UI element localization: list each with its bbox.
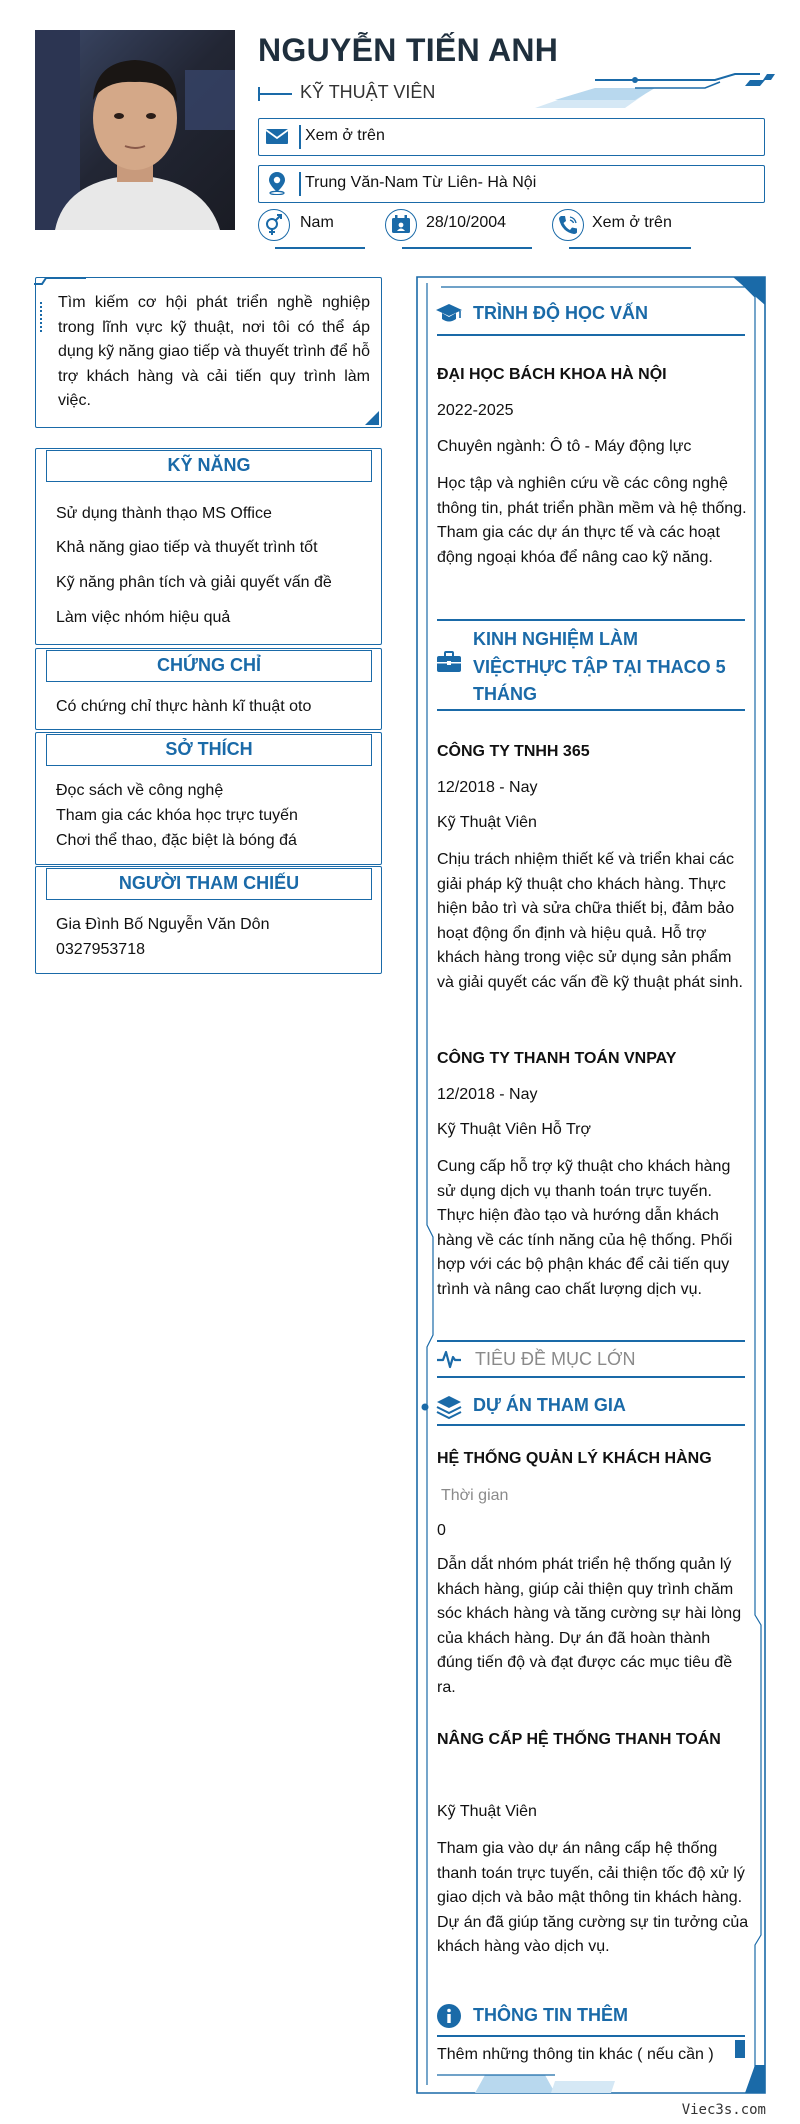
header-decoration (535, 70, 775, 114)
placeholder-heading: TIÊU ĐỀ MỤC LỚN (475, 1349, 636, 1369)
job-description: Chịu trách nhiệm thiết kế và triển khai các giải pháp kỹ thuật cho khách hàng. Thực hiện bảo trì và sửa chữa thiết bị, đảm bảo hoạt động ổn định và hiệu quả. Hỗ trợ khách hàng trong việc sử dụng sản phẩm và giải quyết các vấn đề kỹ thuật phát sinh. (437, 851, 743, 991)
hobby-item: Chơi thể thao, đặc biệt là bóng đá (56, 832, 297, 849)
calendar-icon (387, 211, 415, 239)
skill-item: Sử dụng thành thạo MS Office (56, 505, 272, 522)
briefcase-icon (436, 650, 462, 674)
activity-icon (436, 1349, 462, 1369)
education-school: ĐẠI HỌC BÁCH KHOA HÀ NỘI (437, 366, 667, 383)
experience-heading: KINH NGHIỆM LÀM VIỆCTHỰC TẬP TẠI THACO 5 THÁNG (473, 629, 726, 704)
education-period: 2022-2025 (437, 402, 514, 419)
job-period: 12/2018 - Nay (437, 1086, 538, 1103)
phone-value: Xem ở trên (592, 214, 672, 231)
phone-icon-circle (552, 209, 584, 241)
project-value: 0 (437, 1522, 446, 1539)
project-role: Kỹ Thuật Viên (437, 1803, 537, 1820)
phone-icon (554, 211, 582, 239)
envelope-icon (265, 124, 289, 148)
education-heading: TRÌNH ĐỘ HỌC VẤN (473, 303, 648, 323)
email-value: Xem ở trên (305, 127, 385, 144)
job-company: CÔNG TY THANH TOÁN VNPAY (437, 1050, 677, 1067)
hobby-item: Đọc sách về công nghệ (56, 782, 224, 799)
certificates-heading: CHỨNG CHỈ (46, 650, 372, 682)
hobby-item: Tham gia các khóa học trực tuyến (56, 807, 298, 824)
gender-value: Nam (300, 214, 334, 231)
education-major: Chuyên ngành: Ô tô - Máy động lực (437, 438, 692, 455)
watermark: Viec3s.com (681, 2102, 766, 2118)
job-role: Kỹ Thuật Viên Hỗ Trợ (437, 1121, 591, 1138)
job-company: CÔNG TY TNHH 365 (437, 743, 590, 760)
title-marker (258, 93, 292, 95)
email-field (258, 118, 765, 156)
education-description: Học tập và nghiên cứu về các công nghệ thông tin, phát triển phần mềm và hệ thống. Tham gia các dự án thực tế và các hoạt động ngoại khóa để nâng cao kỹ năng. (437, 475, 747, 566)
additional-text: Thêm những thông tin khác ( nếu cần ) (437, 2046, 714, 2063)
hobbies-heading: SỞ THÍCH (46, 734, 372, 766)
references-heading: NGƯỜI THAM CHIẾU (46, 868, 372, 900)
skill-item: Khả năng giao tiếp và thuyết trình tốt (56, 539, 318, 556)
additional-heading: THÔNG TIN THÊM (473, 2005, 628, 2025)
job-period: 12/2018 - Nay (437, 779, 538, 796)
graduation-cap-icon (436, 301, 462, 325)
objective-box (35, 277, 382, 428)
calendar-icon-circle (385, 209, 417, 241)
address-field (258, 165, 765, 203)
reference-name: Gia Đình Bố Nguyễn Văn Dôn (56, 916, 270, 933)
projects-heading: DỰ ÁN THAM GIA (473, 1395, 626, 1415)
project-name: HỆ THỐNG QUẢN LÝ KHÁCH HÀNG (437, 1450, 712, 1467)
job-title: KỸ THUẬT VIÊN (300, 82, 436, 102)
project-name: NÂNG CẤP HỆ THỐNG THANH TOÁN (437, 1731, 721, 1748)
location-pin-icon (265, 171, 289, 195)
project-description: Tham gia vào dự án nâng cấp hệ thống thanh toán trực tuyến, cải thiện tốc độ xử lý giao dịch và bảo mật thông tin khách hàng. Dự án đã giúp tăng cường sự tin tưởng của khách hàng vào dịch vụ. (437, 1840, 749, 1955)
project-description: Dẫn dắt nhóm phát triển hệ thống quản lý khách hàng, giúp cải thiện quy trình chăm sóc khách hàng và tăng cường sự hài lòng của khách hàng. Dự án đã hoàn thành đúng tiến độ và đạt được các mục tiêu đề ra. (437, 1556, 742, 1696)
objective-text: Tìm kiếm cơ hội phát triển nghề nghiệp trong lĩnh vực kỹ thuật, nơi tôi có thể áp dụng kỹ năng giao tiếp và thuyết trình để hỗ trợ khách hàng và cải tiến quy trình làm việc. (58, 294, 370, 409)
reference-phone: 0327953718 (56, 941, 145, 958)
job-description: Cung cấp hỗ trợ kỹ thuật cho khách hàng sử dụng dịch vụ thanh toán trực tuyến. Thực hiện đào tạo và hướng dẫn khách hàng về các tính năng của hệ thống. Phối hợp với các bộ phận khác để cải tiến quy trình và nâng cao chất lượng dịch vụ. (437, 1158, 733, 1298)
layers-icon (436, 1394, 462, 1420)
skill-item: Kỹ năng phân tích và giải quyết vấn đề (56, 574, 332, 591)
project-time-label: Thời gian (441, 1487, 509, 1504)
job-role: Kỹ Thuật Viên (437, 814, 537, 831)
full-name: NGUYỄN TIẾN ANH (258, 32, 559, 68)
gender-icon-circle (258, 209, 290, 241)
info-icon (436, 2003, 462, 2029)
birthday-value: 28/10/2004 (426, 214, 507, 231)
profile-photo (35, 30, 235, 230)
address-value: Trung Văn-Nam Từ Liên- Hà Nội (305, 174, 537, 191)
skill-item: Làm việc nhóm hiệu quả (56, 609, 231, 626)
gender-icon (260, 211, 288, 239)
skills-heading: KỸ NĂNG (46, 450, 372, 482)
certificate-item: Có chứng chỉ thực hành kĩ thuật oto (56, 698, 312, 715)
